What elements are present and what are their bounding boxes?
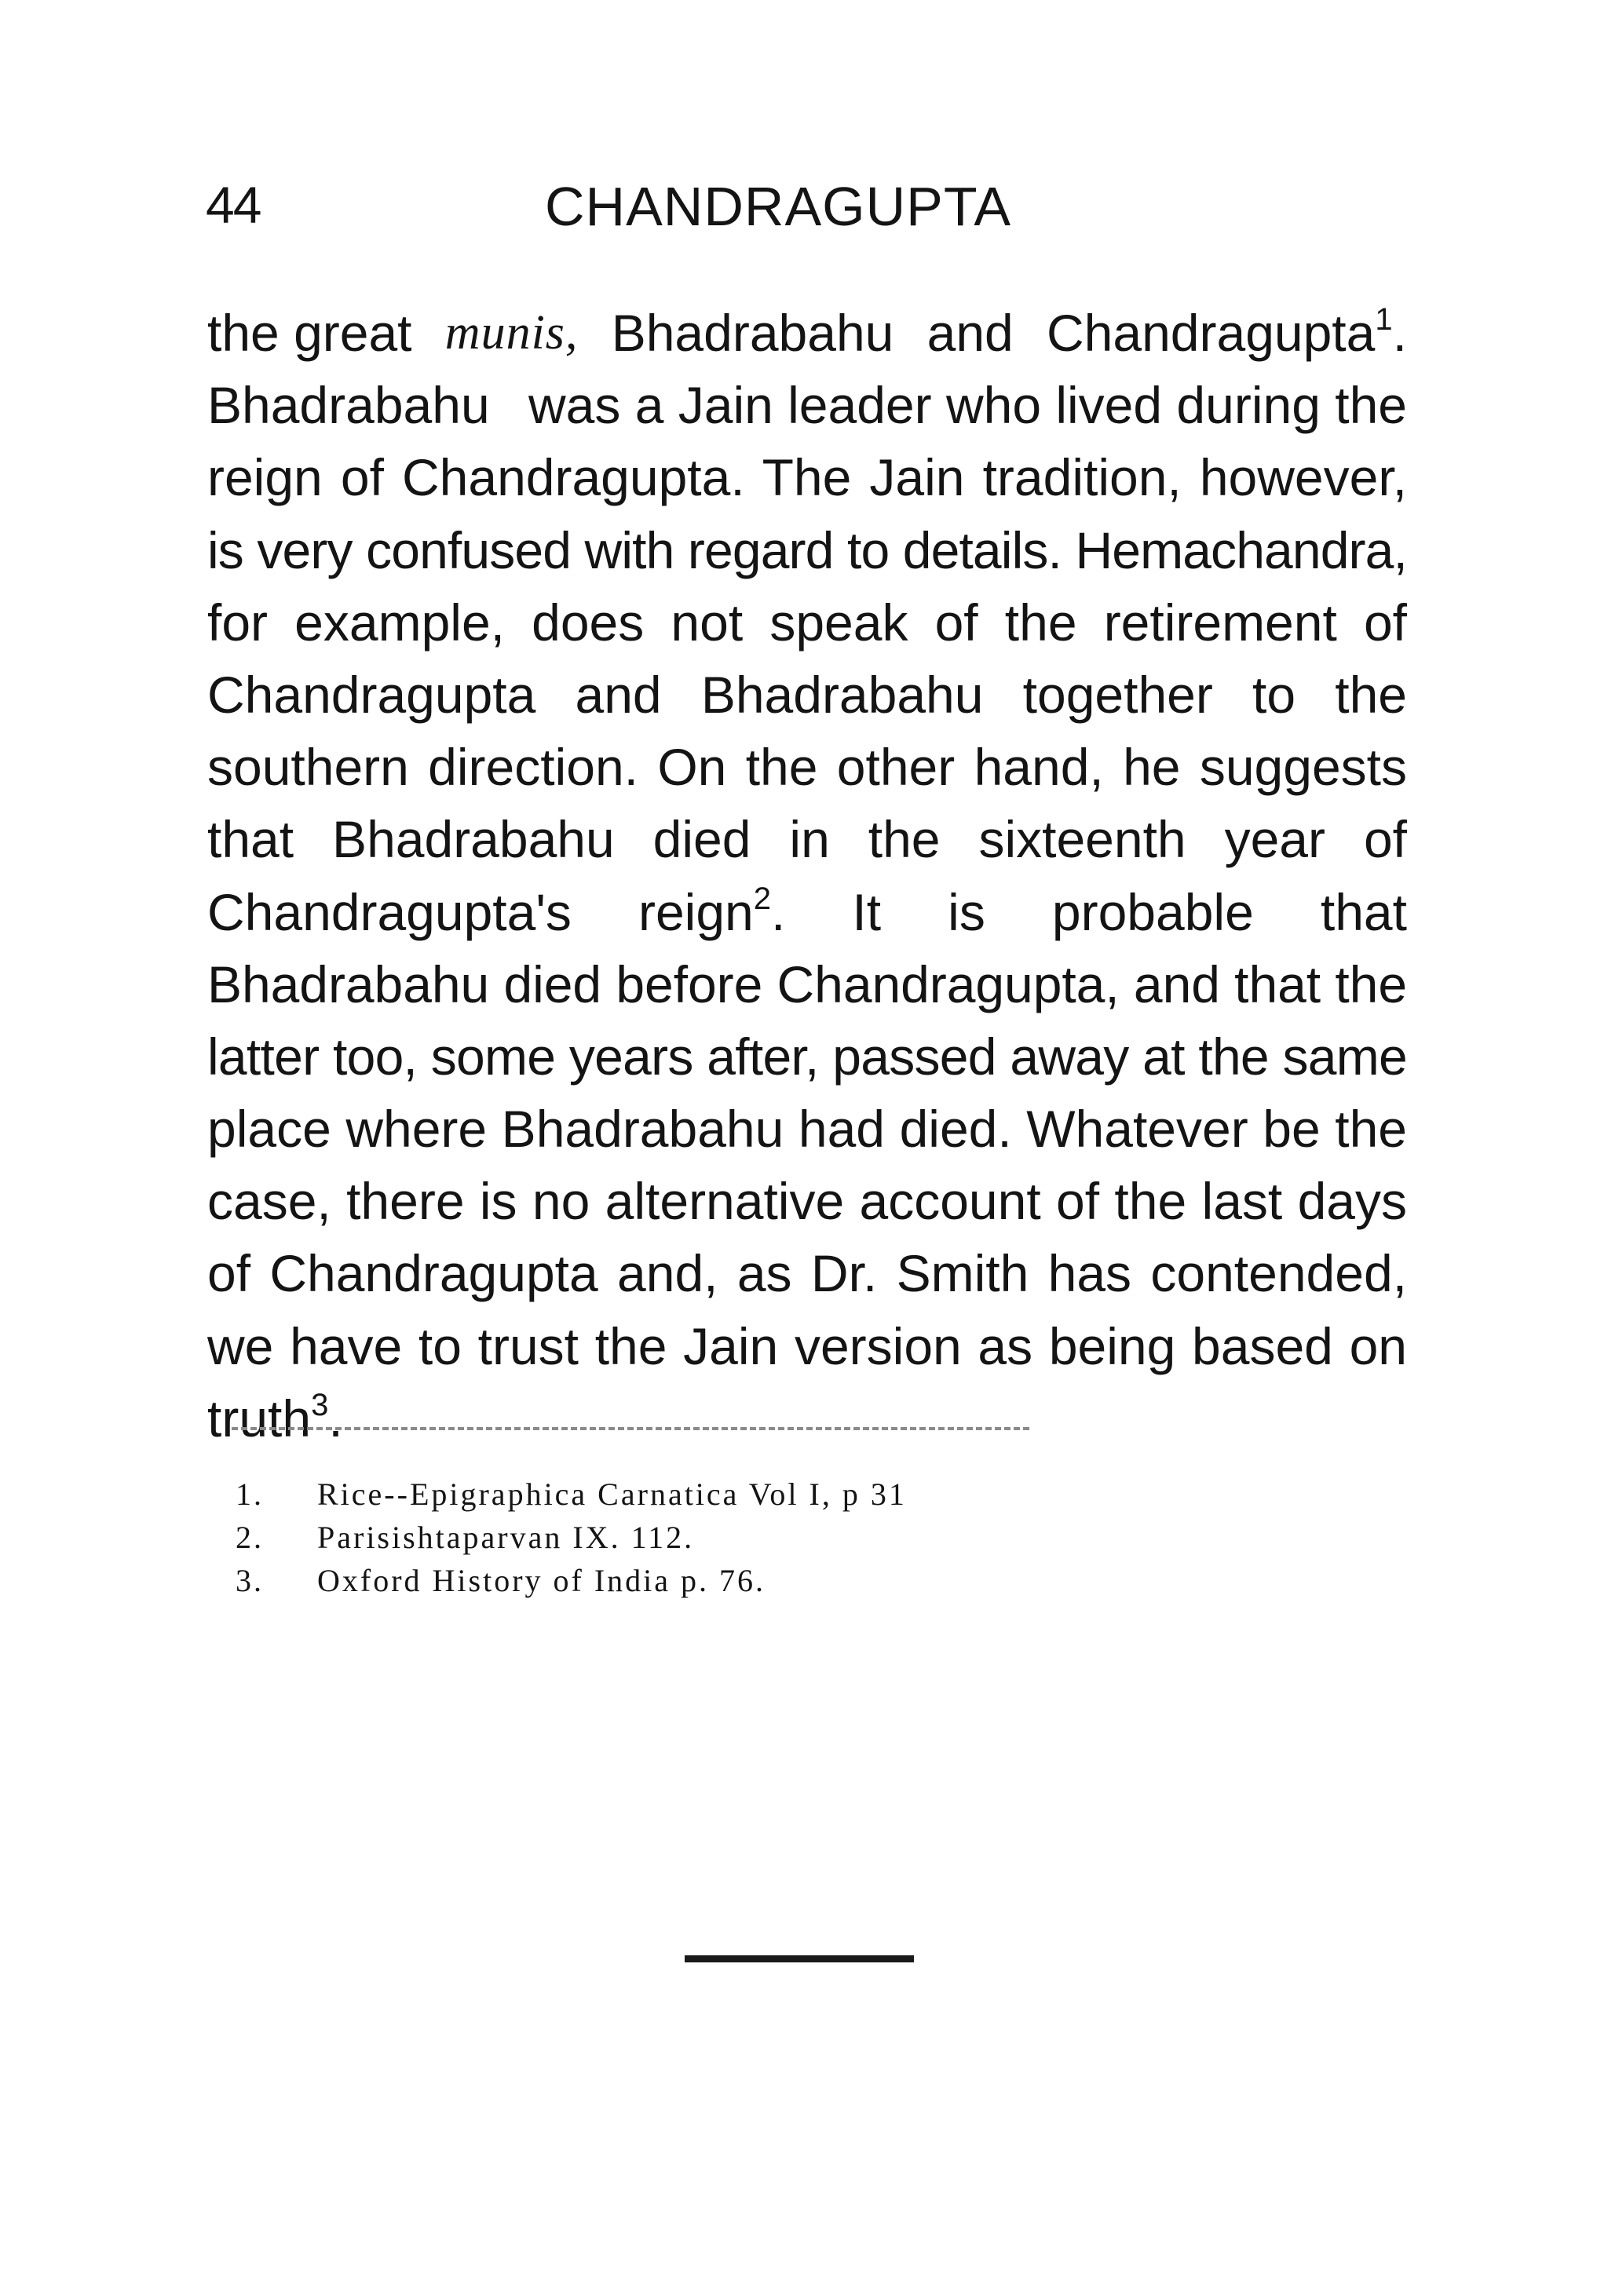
text-line	[207, 1310, 1407, 1382]
footnote-text: Parisishtaparvan IX. 112.	[317, 1520, 695, 1555]
text-fragment: is	[948, 882, 985, 941]
text-line	[207, 514, 1407, 586]
text-line	[207, 586, 1407, 659]
text-fragment	[1047, 297, 1407, 369]
text-line	[207, 803, 1407, 875]
text-fragment: and	[926, 304, 1014, 362]
footnote	[236, 1559, 907, 1602]
text-line	[207, 659, 1407, 731]
punctuation: .	[328, 1389, 343, 1447]
word: reign	[638, 882, 754, 941]
footnote-marker: 2	[753, 881, 772, 916]
text-fragment: that	[1320, 882, 1407, 941]
text-fragment: Bhadrabahu died before Chandragupta, and that the	[207, 955, 1407, 1013]
text-fragment: probable	[1051, 882, 1254, 941]
text-fragment: Bhadrabahu	[207, 376, 490, 435]
footnote	[236, 1516, 907, 1559]
text-line	[207, 1165, 1407, 1237]
footnote-divider	[232, 1427, 1029, 1430]
text-fragment: southern direction. On the other hand, he suggests	[207, 738, 1407, 797]
text-line	[207, 297, 1407, 369]
text-fragment: the great	[207, 304, 412, 362]
footnote-marker: 3	[311, 1387, 329, 1422]
text-line	[207, 948, 1407, 1020]
text-line	[207, 731, 1407, 803]
footnote-text: Oxford History of India p. 76.	[317, 1563, 766, 1598]
text-fragment: is very confused with regard to details. Hemachandra,	[207, 520, 1407, 579]
footnote-number: 3.	[236, 1563, 264, 1598]
text-fragment: case, there is no alternative account of the last days	[207, 1172, 1407, 1231]
footnote	[236, 1473, 907, 1516]
text-line	[207, 876, 1407, 948]
text-line	[207, 1020, 1407, 1093]
text-line	[207, 441, 1407, 513]
footnote-number: 1.	[236, 1477, 264, 1512]
italic-word: munis,	[444, 306, 579, 360]
word: truth	[207, 1389, 312, 1447]
footnotes	[236, 1473, 907, 1602]
text-fragment: It	[852, 882, 882, 941]
text-fragment	[207, 1382, 343, 1455]
punctuation: .	[771, 882, 786, 941]
text-fragment: latter too, some years after, passed away at the same	[207, 1027, 1408, 1086]
text-fragment: Chandragupta and Bhadrabahu together to the	[207, 665, 1407, 724]
text-fragment: Bhadrabahu	[611, 304, 894, 362]
text-fragment: reign of Chandragupta. The Jain tradition, however,	[207, 448, 1407, 507]
footnote-number: 2.	[236, 1520, 264, 1555]
text-fragment: for example, does not speak of the retirement of	[207, 593, 1407, 652]
text-line	[207, 1093, 1407, 1165]
running-head: CHANDRAGUPTA	[545, 176, 1012, 237]
text-fragment: place where Bhadrabahu had died. Whatever be the	[207, 1100, 1407, 1159]
text-fragment: of Chandragupta and, as Dr. Smith has contended,	[207, 1244, 1407, 1303]
footnote-marker: 1	[1375, 302, 1393, 337]
punctuation: .	[1392, 304, 1407, 362]
text-fragment: that Bhadrabahu died in the sixteenth year of	[207, 810, 1407, 869]
text-fragment: Chandragupta's	[207, 882, 572, 941]
page-number: 44	[206, 176, 261, 234]
text-fragment: was a Jain leader who lived during the	[528, 376, 1407, 435]
text-line	[207, 1382, 1407, 1455]
text-line	[207, 1237, 1407, 1309]
word: Chandragupta	[1047, 304, 1376, 362]
text-line	[207, 369, 1407, 441]
text-fragment	[638, 876, 785, 948]
footnote-text: Rice--Epigraphica Carnatica Vol I, p 31	[317, 1477, 907, 1512]
body-text	[207, 297, 1407, 1455]
text-fragment: we have to trust the Jain version as being based on	[207, 1316, 1407, 1375]
end-rule	[685, 1955, 914, 1962]
